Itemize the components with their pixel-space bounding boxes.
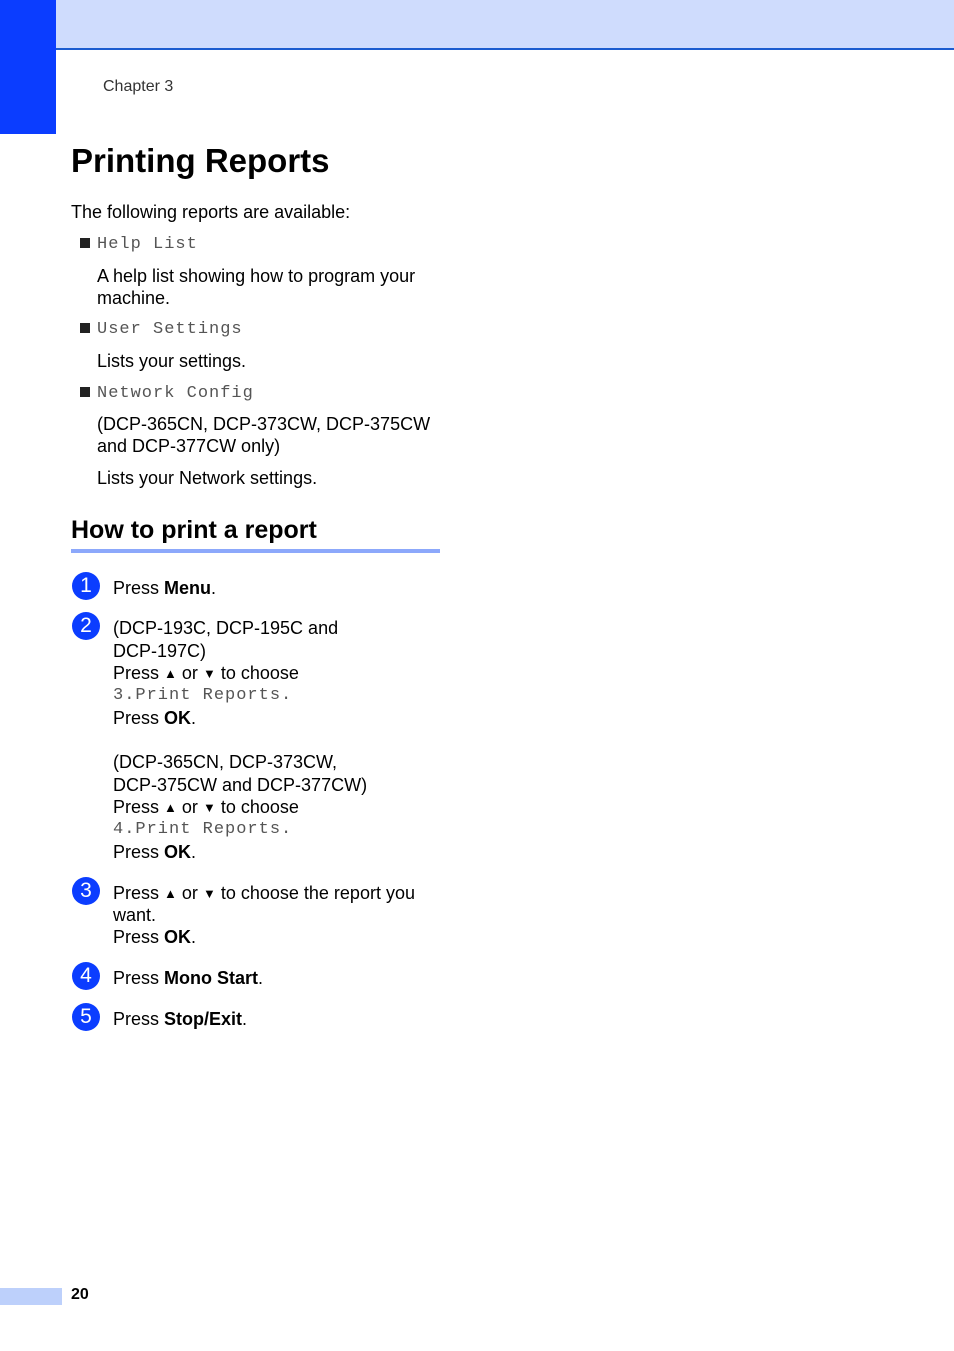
up-arrow-icon: ▲ [164,800,177,815]
step-2-model: (DCP-365CN, DCP-373CW, [113,752,338,772]
report-name-help-list: Help List [97,235,198,254]
page-title: Printing Reports [71,142,330,179]
intro-text: The following reports are available: [71,202,351,222]
down-arrow-icon: ▼ [202,800,216,815]
menu-option: 4.Print Reports. [113,820,293,839]
step-3-instruction: Press ▲ or ▼ to choose the report you [113,883,415,903]
ok-key: OK [164,842,192,862]
report-name-user-settings: User Settings [97,320,243,339]
page-number: 20 [71,1286,89,1303]
menu-key: Menu [164,578,212,598]
step-2-ok: Press OK. [113,708,197,728]
chapter-label: Chapter 3 [103,78,174,95]
mono-start-key: Mono Start [164,968,259,988]
stop-exit-key: Stop/Exit [164,1009,243,1029]
step-2-model: DCP-197C) [113,641,207,661]
ok-key: OK [164,927,192,947]
report-desc: Lists your settings. [97,351,247,371]
down-arrow-icon: ▼ [202,666,216,681]
up-arrow-icon: ▲ [164,886,177,901]
bullet-icon [80,387,90,397]
step-2-ok: Press OK. [113,842,197,862]
section-rule [71,549,440,553]
menu-option: 3.Print Reports. [113,686,293,705]
ok-key: OK [164,708,192,728]
chapter-tab [0,0,56,134]
report-desc: and DCP-377CW only) [97,436,281,456]
step-number-badge: 3 [72,877,100,905]
report-desc: Lists your Network settings. [97,468,318,488]
step-4-text: Press Mono Start. [113,968,264,988]
bullet-icon [80,238,90,248]
report-name-network-config: Network Config [97,384,254,403]
step-5-text: Press Stop/Exit. [113,1009,248,1029]
step-2-model: DCP-375CW and DCP-377CW) [113,775,368,795]
bullet-icon [80,323,90,333]
down-arrow-icon: ▼ [202,886,216,901]
step-number-badge: 5 [72,1003,100,1031]
report-desc: (DCP-365CN, DCP-373CW, DCP-375CW [97,414,431,434]
report-desc: machine. [97,288,171,308]
section-title: How to print a report [71,516,317,544]
header-band [56,0,954,50]
step-2-model: (DCP-193C, DCP-195C and [113,618,339,638]
up-arrow-icon: ▲ [164,666,177,681]
step-2-instruction: Press ▲ or ▼ to choose [113,797,299,817]
step-number-badge: 2 [72,612,100,640]
step-number-badge: 1 [72,572,100,600]
step-2-instruction: Press ▲ or ▼ to choose [113,663,299,683]
step-number-badge: 4 [72,962,100,990]
footer-bar [0,1288,62,1305]
report-desc: A help list showing how to program your [97,266,416,286]
step-1-text: Press Menu. [113,578,217,598]
step-3-text: want. [113,905,157,925]
step-3-ok: Press OK. [113,927,197,947]
